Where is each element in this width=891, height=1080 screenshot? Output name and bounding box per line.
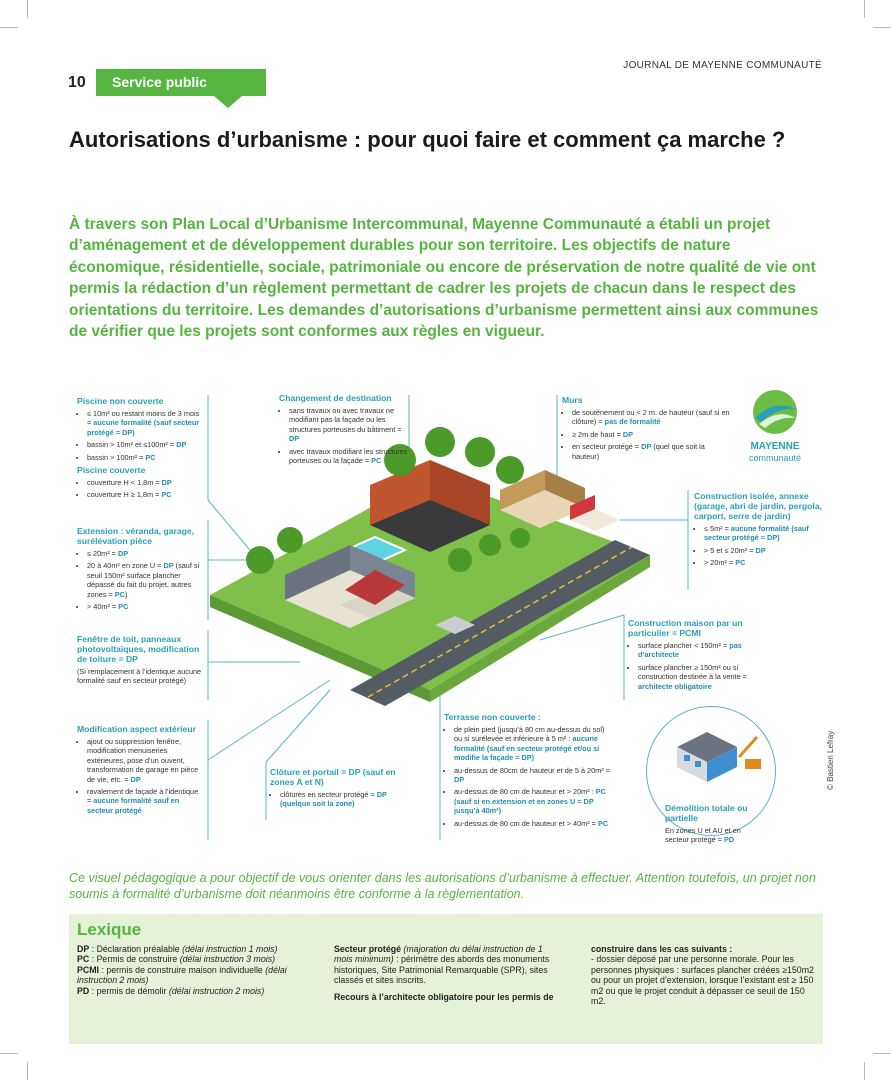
murs-title: Murs xyxy=(562,395,583,405)
list-item: • 20 à 40m² en zone U = DP (sauf si seuil 150m² surface plancher dépassé du fait du projet, autres zones = PC) xyxy=(87,561,202,599)
box-piscine xyxy=(77,396,202,503)
caption: Ce visuel pédagogique a pour objectif de vous orienter dans les autorisations d’urbanisme à effectuer. Attention toutefois, un projet non soumis à formalité d’urbanisme doit néanmoins être conforme à la règlementation. xyxy=(69,871,816,901)
crop-mark xyxy=(27,0,28,18)
logo-swirl-icon xyxy=(749,388,801,436)
lexique-pd: PD : permis de démolir (délai instruction 2 mois) xyxy=(77,985,265,996)
list-item: • en secteur protégé = DP (quel que soit la hauteur) xyxy=(572,442,732,461)
list-item: • au-dessus de 80 cm de hauteur et > 40m² = PC xyxy=(454,819,614,828)
box-fenetre xyxy=(77,634,202,686)
list-item: • ≥ 2m de haut = DP xyxy=(572,430,732,439)
lexique-recours: Recours à l’architecte obligatoire pour les permis de xyxy=(334,991,554,1002)
list-item: • couverture H < 1,8m = DP xyxy=(87,478,202,487)
logo-text-communaute: communauté xyxy=(748,453,802,463)
list-item: • de soutènement ou < 2 m. de hauteur (sauf si en clôture) = pas de formalité xyxy=(572,408,732,427)
demolition-title: Démolition totale ou partielle xyxy=(665,803,748,823)
journal-name: JOURNAL DE MAYENNE COMMUNAUTÉ xyxy=(623,60,822,71)
mayenne-communaute-logo xyxy=(745,388,805,464)
list-item: • bassin > 10m² et ≤100m² = DP xyxy=(87,440,202,449)
logo-text-mayenne: MAYENNE xyxy=(750,441,800,452)
piscine-nc-title: Piscine non couverte xyxy=(77,396,164,406)
aspect-title: Modification aspect extérieur xyxy=(77,724,196,734)
fenetre-text: (Si remplacement à l’identique aucune formalité sauf en secteur protégé) xyxy=(77,667,202,686)
lexique-box xyxy=(69,914,823,1044)
list-item: • surface plancher < 150m² = pas d’architecte xyxy=(638,641,763,660)
list-item: • > 40m² = PC xyxy=(87,602,202,611)
page-title: Autorisations d’urbanisme : pour quoi faire et comment ça marche ? xyxy=(69,127,786,152)
list-item: • au-dessus de 80cm de hauteur et de 5 à 20m² = DP xyxy=(454,766,614,785)
crop-mark xyxy=(864,1062,865,1080)
demolition-house-icon xyxy=(657,717,767,787)
box-cloture xyxy=(270,767,400,812)
piscine-c-title: Piscine couverte xyxy=(77,465,146,476)
list-item: • de plein pied (jusqu’à 80 cm au-dessus du sol) ou si surélevée et inférieure à 5 m² : aucune formalité (sauf en secteur protégé et/ou si modifie la façade = DP) xyxy=(454,725,614,763)
demolition-text: En zones U et AU et en secteur protégé = PD xyxy=(665,826,741,845)
photo-credit: © Bastien Lefray xyxy=(826,730,835,790)
box-murs xyxy=(562,395,732,464)
box-aspect xyxy=(77,724,202,818)
extension-title: Extension : véranda, garage, surélévation pièce xyxy=(77,526,195,546)
lexique-secteur: Secteur protégé (majoration du délai instruction de 1 mois minimum) : périmètre des abords des monuments historiques, Site Patrimonial Remarquable (SPR), sites classés et sites inscrits. xyxy=(334,944,550,986)
lexique-title: Lexique xyxy=(77,920,142,939)
demolition-circle xyxy=(646,706,776,845)
lexique-col-1 xyxy=(77,944,327,996)
lexique-col-2 xyxy=(334,944,559,1002)
maison-title: Construction maison par un particulier = PCMI xyxy=(628,618,743,638)
cloture-title: Clôture et portail = DP (sauf en zones A et N) xyxy=(270,767,396,787)
page-number: 10 xyxy=(68,74,86,91)
box-construction-maison xyxy=(628,618,763,694)
box-terrasse xyxy=(444,712,614,831)
list-item: • ravalement de façade à l’identique = aucune formalité sauf en secteur protégé xyxy=(87,787,202,815)
intro-paragraph: À travers son Plan Local d’Urbanisme Intercommunal, Mayenne Communauté a établi un projet d’aménagement et de développement durables pour son territoire. Les objectifs de nature économique, résidentielle, sociale, patrimoniale ou encore de préservation de notre qualité de vie ont permis la rédaction d’un règlement permettant de cadrer les projets de chacun dans le respect des orientations du territoire. Les demandes d’autorisations d’urbanisme permettent ainsi aux communes de vérifier que les projets sont conformes aux règles en vigueur. xyxy=(69,216,819,341)
list-item: • ≤ 20m² = DP xyxy=(87,549,202,558)
list-item: • > 5 et ≤ 20m² = DP xyxy=(704,546,822,555)
crop-mark xyxy=(0,1053,18,1054)
list-item: • au-dessus de 80 cm de hauteur et > 20m² : PC (sauf si en extension et en zones U = DP jusqu’à 40m²) xyxy=(454,787,614,815)
box-construction-isolee xyxy=(694,491,822,571)
fenetre-title: Fenêtre de toit, panneaux photovoltaïques, modification de toiture = DP xyxy=(77,634,200,664)
box-changement xyxy=(279,393,409,468)
list-item: • ≤ 10m² ou restant moins de 3 mois = aucune formalité (sauf secteur protégé = DP) xyxy=(87,409,202,437)
lexique-dp: DP : Déclaration préalable (délai instruction 1 mois) xyxy=(77,944,278,954)
lexique-cas-title: construire dans les cas suivants : xyxy=(591,944,733,954)
list-item: • surface plancher ≥ 150m² ou si construction destinée à la vente = architecte obligatoire xyxy=(638,663,763,691)
list-item: • ajout ou suppression fenêtre, modification menuiseries extérieures, pose d’un ouvent, transformation de garage en pièce de vie, etc. = DP xyxy=(87,737,202,784)
lexique-pcmi: PCMI : permis de construire maison individuelle (délai instruction 2 mois) xyxy=(77,964,287,986)
box-demolition xyxy=(665,803,761,845)
isolee-title: Construction isolée, annexe (garage, abri de jardin, pergola, carport, serre de jardin) xyxy=(694,491,822,521)
section-label: Service public xyxy=(112,74,207,90)
list-item: • couverture H ≥ 1,8m = PC xyxy=(87,490,202,499)
lexique-cas-text: - dossier déposé par une personne morale. Pour les personnes physiques : surfaces plancher créées ≥150m2 ou pour un projet d’extension, lorsque l’existant est ≥ 150 m2 ou que le projet conduit à dépasser ce seuil de 150 m2. xyxy=(591,954,814,1007)
crop-mark xyxy=(864,0,865,18)
list-item: • sans travaux ou avec travaux ne modifiant pas la façade ou les structures porteuses du bâtiment = DP xyxy=(289,406,409,444)
section-tag xyxy=(96,69,266,96)
crop-mark xyxy=(873,27,891,28)
crop-mark xyxy=(873,1053,891,1054)
list-item: • clôtures en secteur protégé = DP (quelque soit la zone) xyxy=(280,790,400,809)
crop-mark xyxy=(0,27,18,28)
list-item: • avec travaux modifiant les structures porteuses ou la façade = PC xyxy=(289,447,409,466)
box-extension xyxy=(77,526,202,614)
lexique-pc: PC : Permis de construire (délai instruction 3 mois) xyxy=(77,954,276,965)
list-item: • > 20m² = PC xyxy=(704,558,822,567)
list-item: • ≤ 5m² = aucune formalité (sauf secteur protégé = DP) xyxy=(704,524,822,543)
lexique-col-3 xyxy=(591,944,816,1006)
list-item: • bassin > 100m² = PC xyxy=(87,453,202,462)
changement-title: Changement de destination xyxy=(279,393,392,403)
terrasse-title: Terrasse non couverte : xyxy=(444,712,541,722)
crop-mark xyxy=(27,1062,28,1080)
